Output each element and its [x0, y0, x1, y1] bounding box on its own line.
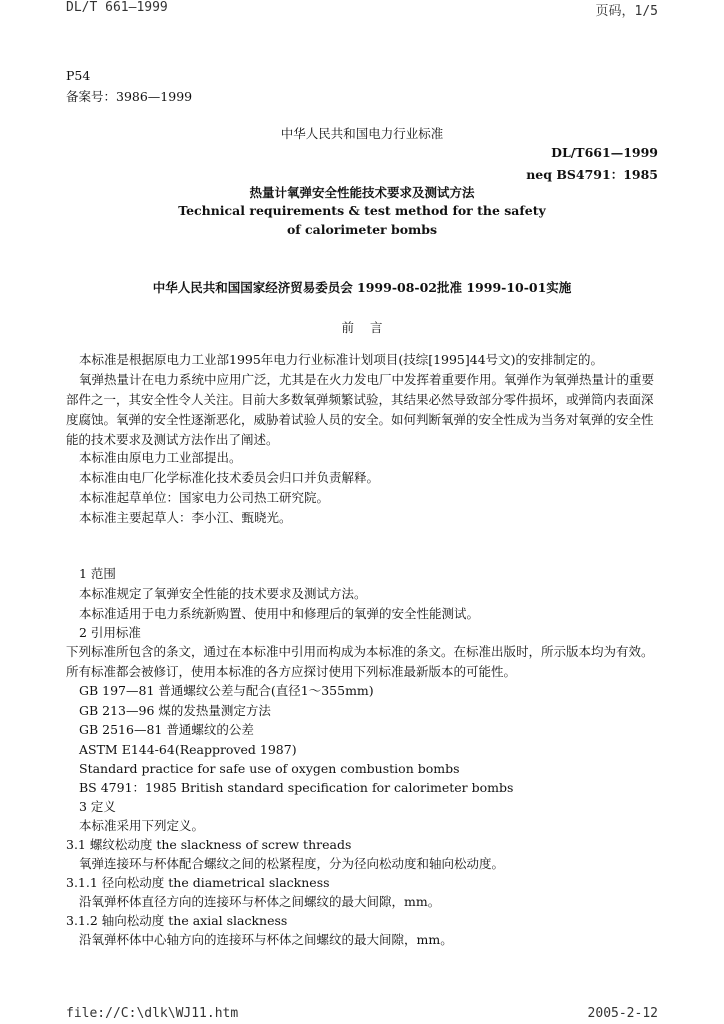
foreword-paragraph-3: 本标准由原电力工业部提出。 [79, 450, 242, 465]
definition-3-1-2-text: 沿氧弹杯体中心轴方向的连接环与杯体之间螺纹的最大间隙，mm。 [79, 932, 453, 947]
header-doc-code: DL/T 661—1999 [66, 0, 168, 15]
foreword-heading: 前 言 [341, 320, 383, 335]
section-1-paragraph-1: 本标准规定了氧弹安全性能的技术要求及测试方法。 [79, 586, 367, 601]
section-2-paragraph-1: 下列标准所包含的条文，通过在本标准中引用而构成为本标准的条文。在标准出版时，所示版本均为有效。所有标准都会被修订，使用本标准的各方应探讨使用下列标准最新版本的可能性。 [66, 644, 654, 679]
foreword-paragraph-2: 氧弹热量计在电力系统中应用广泛，尤其是在火力发电厂中发挥着重要作用。氧弹作为氧弹热量计的重要部件之一，其安全性令人关注。目前大多数氧弹频繁试验，其结果必然导致部分零件损坏，或弹筒内表面深度腐蚀。氧弹的安全性逐渐恶化，威胁着试验人员的安全。如何判断氧弹的安全性成为当务对氧弹的安全性能的技术要求及测试方法作出了阐述。 [66, 372, 655, 447]
footer-file-path: file://C:\dlk\WJ11.htm [66, 1006, 239, 1021]
section-1-paragraph-2: 本标准适用于电力系统新购置、使用中和修理后的氧弹的安全性能测试。 [79, 606, 480, 621]
approval-line: 中华人民共和国国家经济贸易委员会 1999-08-02批准 1999-10-01实施 [152, 280, 572, 295]
definition-3-1-2-heading: 3.1.2 轴向松动度 the axial slackness [66, 913, 288, 928]
header-page-number: 页码，1/5 [595, 4, 658, 19]
standard-code: DL/T661—1999 [551, 145, 658, 160]
reference-item: GB 213—96 煤的发热量测定方法 [79, 703, 271, 718]
definition-3-1-heading: 3.1 螺纹松动度 the slackness of screw threads [66, 837, 352, 852]
footer-date: 2005-2-12 [587, 1006, 658, 1021]
foreword-paragraph-6: 本标准主要起草人：李小江、甄晓光。 [79, 510, 292, 525]
english-title-line-2: of calorimeter bombs [286, 222, 438, 237]
definition-3-1-text: 氧弹连接环与杯体配合螺纹之间的松紧程度，分为径向松动度和轴向松动度。 [79, 856, 505, 871]
foreword-paragraph-4: 本标准由电厂化学标准化技术委员会归口并负责解释。 [79, 470, 380, 485]
reference-item: GB 2516—81 普通螺纹的公差 [79, 722, 254, 737]
definition-3-1-1-heading: 3.1.1 径向松动度 the diametrical slackness [66, 875, 330, 890]
reference-item: Standard practice for safe use of oxygen combustion bombs [79, 761, 460, 776]
issuing-organization: 中华人民共和国电力行业标准 [280, 126, 444, 141]
english-title-line-1: Technical requirements & test method for the safety [178, 203, 546, 218]
reference-item: ASTM E144-64(Reapproved 1987) [79, 742, 297, 757]
chinese-title: 热量计氧弹安全性能技术要求及测试方法 [249, 185, 475, 200]
section-2-heading: 2 引用标准 [79, 625, 141, 640]
foreword-paragraph-5: 本标准起草单位：国家电力公司热工研究院。 [79, 490, 330, 505]
definition-3-1-1-text: 沿氧弹杯体直径方向的连接环与杯体之间螺纹的最大间隙，mm。 [79, 894, 441, 909]
section-3-paragraph-1: 本标准采用下列定义。 [79, 818, 205, 833]
equivalence-note: neq BS4791：1985 [526, 167, 658, 182]
section-1-heading: 1 范围 [79, 566, 116, 581]
reference-item: GB 197—81 普通螺纹公差与配合(直径1～355mm) [79, 683, 374, 698]
section-3-heading: 3 定义 [79, 799, 116, 814]
record-number: 备案号：3986—1999 [66, 89, 193, 104]
reference-item: BS 4791：1985 British standard specification for calorimeter bombs [79, 780, 514, 795]
page-code: P54 [66, 68, 91, 83]
foreword-paragraph-1: 本标准是根据原电力工业部1995年电力行业标准计划项目(技综[1995]44号文)的安排制定的。 [79, 352, 604, 367]
